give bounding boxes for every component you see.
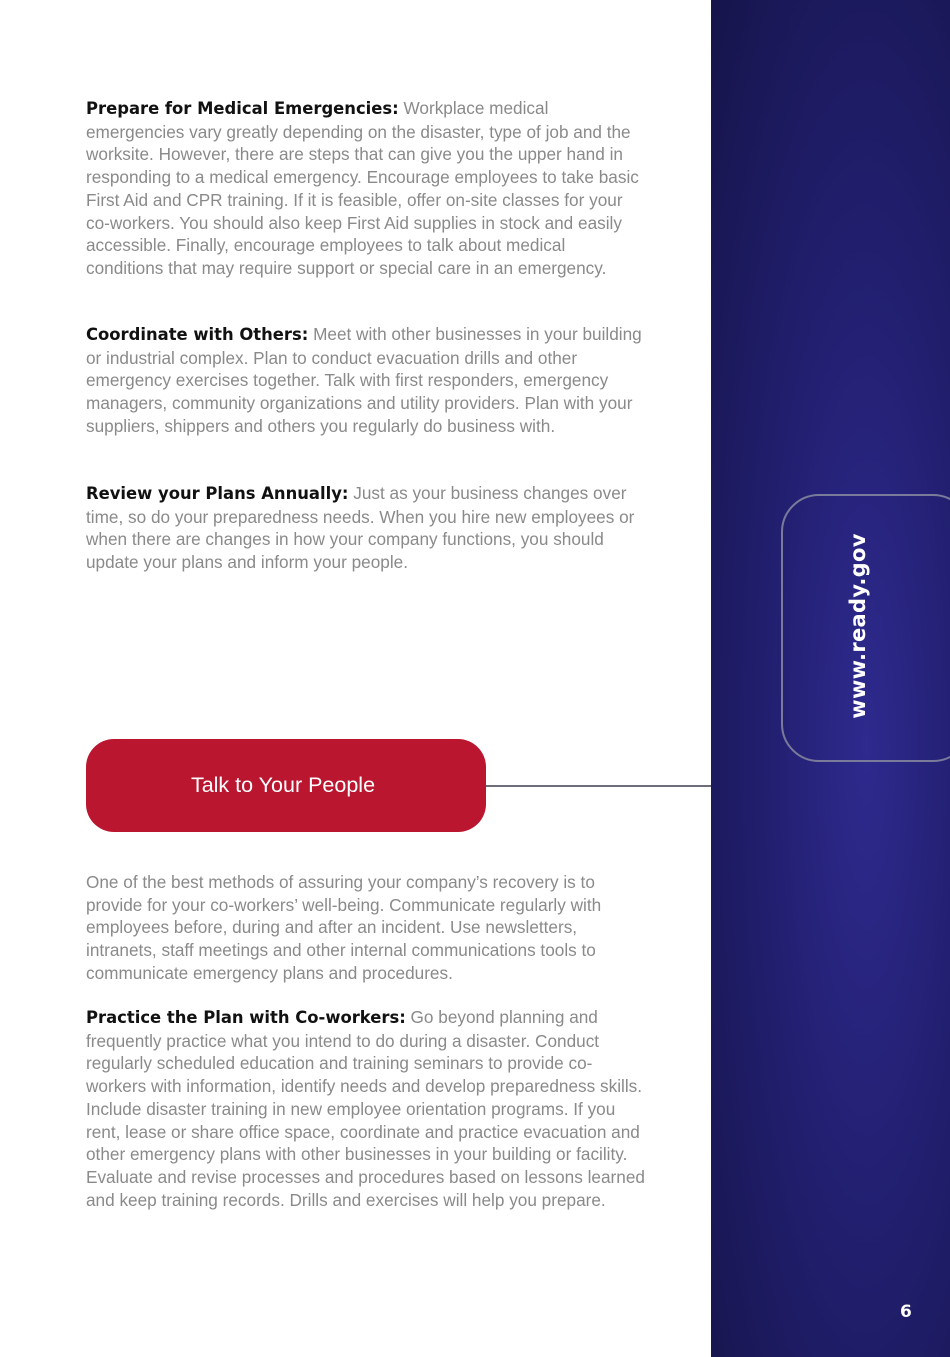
coordinate-body: Meet with other businesses in your building or industrial complex. Plan to conduct evacuation drills and other emergency exercises together. Talk with first responders, emergency managers, community organizations and utility providers. Plan with your suppliers, shippers and others you regularly do business with.: [86, 324, 642, 436]
coordinate-paragraph: [86, 323, 646, 438]
review-body: Just as your business changes over time, so do your preparedness needs. When you hire new employees or when there are changes in how your company functions, you should update your plans and inform your people.: [86, 483, 635, 573]
practice-body: Go beyond planning and frequently practice what you intend to do during a disaster. Conduct regularly scheduled education and training seminars to provide co-workers with information, identify needs and develop preparedness skills. Include disaster training in new employee orientation programs. If you rent, lease or share office space, coordinate and practice evacuation and other emergency plans with other businesses in your building or facility. Evaluate and revise processes and procedures based on lessons learned and keep training records. Drills and exercises will help you prepare.: [86, 1007, 645, 1210]
website-url[interactable]: www.ready.gov: [846, 533, 870, 719]
medical-emergencies-body: Workplace medical emergencies vary greatly depending on the disaster, type of job and the worksite. However, there are steps that can give you the upper hand in responding to a medical emergency. Encourage employees to take basic First Aid and CPR training. If it is feasible, offer on-site classes for your co-workers. You should also keep First Aid supplies in stock and easily accessible. Finally, encourage employees to talk about medical conditions that may require support or special care in an emergency.: [86, 98, 639, 278]
page-number: 6: [900, 1302, 912, 1322]
practice-heading: Practice the Plan with Co-workers:: [86, 1008, 406, 1027]
medical-emergencies-heading: Prepare for Medical Emergencies:: [86, 99, 399, 118]
section-title-banner: [86, 739, 486, 832]
review-paragraph: [86, 482, 646, 574]
coordinate-heading: Coordinate with Others:: [86, 325, 309, 344]
intro-paragraph: [86, 871, 646, 985]
intro-body: One of the best methods of assuring your company’s recovery is to provide for your co-workers’ well-being. Communicate regularly with employees before, during and after an incident. Use newsletters, intranets, staff meetings and other internal communications tools to communicate emergency plans and procedures.: [86, 872, 602, 983]
section-title: Talk to Your People: [190, 773, 376, 797]
medical-emergencies-paragraph: [86, 97, 646, 280]
practice-paragraph: [86, 1006, 651, 1211]
review-heading: Review your Plans Annually:: [86, 484, 349, 503]
